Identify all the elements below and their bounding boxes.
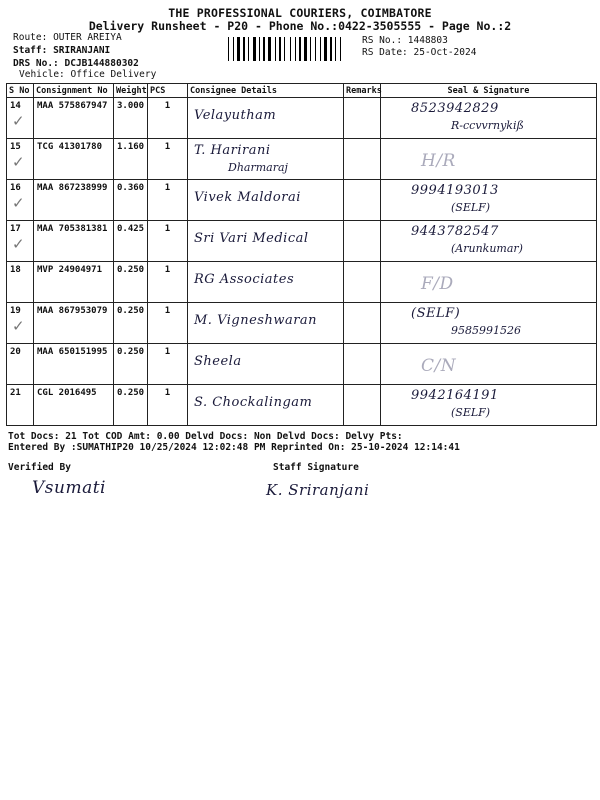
cell-consignment: TCG 41301780 [34, 139, 114, 180]
check-mark-icon: ✓ [12, 112, 25, 130]
cell-consignee [188, 139, 344, 180]
seal-handwriting: (SELF) [411, 306, 461, 321]
drs-line [13, 58, 139, 69]
cell-pcs: 1 [148, 262, 188, 303]
rs-date-label: RS Date: [362, 47, 408, 58]
cell-seal-signature [381, 221, 597, 262]
cell-pcs: 1 [148, 98, 188, 139]
cell-sno: 19 ✓ [7, 303, 34, 344]
cell-weight: 0.425 [114, 221, 148, 262]
cell-remarks [344, 98, 381, 139]
cell-consignee [188, 221, 344, 262]
col-seal: Seal & Signature [381, 84, 597, 98]
cell-weight: 0.250 [114, 303, 148, 344]
cell-weight: 3.000 [114, 98, 148, 139]
cell-weight: 0.250 [114, 344, 148, 385]
cell-remarks [344, 303, 381, 344]
vehicle-line [19, 69, 156, 80]
seal-handwriting-2: (SELF) [451, 201, 491, 214]
cell-sno: 16 ✓ [7, 180, 34, 221]
cell-weight: 0.360 [114, 180, 148, 221]
verified-signature: Vsumati [32, 478, 106, 498]
consignee-handwriting: S. Chockalingam [194, 395, 313, 410]
table-row [7, 385, 597, 426]
staff-signature-label: Staff Signature [273, 462, 359, 473]
cell-seal-signature [381, 139, 597, 180]
cell-weight: 0.250 [114, 262, 148, 303]
company-title: THE PROFESSIONAL COURIERS, COIMBATORE [168, 6, 432, 20]
check-mark-icon: ✓ [12, 317, 25, 335]
table-row [7, 98, 597, 139]
rs-date-line [362, 47, 476, 58]
runsheet-subtitle: Delivery Runsheet - P20 - Phone No.:0422-3505555 - Page No.:2 [88, 19, 512, 33]
consignee-handwriting: RG Associates [194, 272, 295, 287]
col-pcs: PCS [148, 84, 188, 98]
cell-pcs: 1 [148, 385, 188, 426]
cell-seal-signature [381, 180, 597, 221]
seal-handwriting: 8523942829 [411, 101, 499, 116]
cell-consignment: CGL 2016495 [34, 385, 114, 426]
col-remarks: Remarks [344, 84, 381, 98]
cell-remarks [344, 180, 381, 221]
drs-label: DRS No.: [13, 58, 59, 69]
cell-sno: 18 [7, 262, 34, 303]
rs-date-value: 25-Oct-2024 [413, 47, 477, 58]
cell-consignee [188, 262, 344, 303]
col-consignee: Consignee Details [188, 84, 344, 98]
seal-handwriting: 9443782547 [411, 224, 499, 239]
cell-consignee [188, 98, 344, 139]
table-row [7, 303, 597, 344]
check-mark-icon: ✓ [12, 235, 25, 253]
verified-by-label: Verified By [8, 462, 71, 473]
staff-signature: K. Sriranjani [266, 481, 370, 499]
consignee-handwriting: Vivek Maldorai [194, 190, 301, 205]
cell-pcs: 1 [148, 139, 188, 180]
table-row [7, 344, 597, 385]
cell-remarks [344, 262, 381, 303]
cell-sno: 21 [7, 385, 34, 426]
cell-seal-signature [381, 385, 597, 426]
cell-sno: 14 ✓ [7, 98, 34, 139]
cell-consignment: MAA 867238999 [34, 180, 114, 221]
seal-handwriting: 9942164191 [411, 388, 499, 403]
check-mark-icon: ✓ [12, 194, 25, 212]
consignee-handwriting: M. Vigneshwaran [194, 313, 318, 328]
table-row [7, 262, 597, 303]
staff-value: SRIRANJANI [53, 45, 111, 56]
seal-handwriting: C/N [421, 356, 457, 376]
route-label: Route: [13, 32, 48, 43]
table-row [7, 221, 597, 262]
cell-consignment: MAA 867953079 [34, 303, 114, 344]
cell-sno: 15 ✓ [7, 139, 34, 180]
route-value: OUTER AREIYA [53, 32, 122, 43]
cell-seal-signature [381, 303, 597, 344]
cell-sno: 20 [7, 344, 34, 385]
cell-remarks [344, 221, 381, 262]
cell-pcs: 1 [148, 221, 188, 262]
col-consignment: Consignment No [34, 84, 114, 98]
rs-no-line [362, 35, 448, 46]
seal-handwriting: F/D [421, 274, 454, 294]
consignee-handwriting: T. Harirani [194, 143, 271, 158]
vehicle-label: Vehicle: [19, 69, 65, 80]
entered-by: Entered By :SUMATHIP20 10/25/2024 12:02:48 PM Reprinted On: 25-10-2024 12:14:41 [8, 442, 460, 453]
seal-handwriting: H/R [421, 151, 456, 171]
seal-handwriting-2: 9585991526 [451, 324, 521, 337]
cell-weight: 1.160 [114, 139, 148, 180]
drs-value: DCJB144880302 [64, 58, 139, 69]
cell-sno: 17 ✓ [7, 221, 34, 262]
col-weight: Weight [114, 84, 148, 98]
cell-seal-signature [381, 344, 597, 385]
staff-line [13, 45, 110, 56]
totals-summary: Tot Docs: 21 Tot COD Amt: 0.00 Delvd Docs: Non Delvd Docs: Delvy Pts: [8, 431, 403, 442]
check-mark-icon: ✓ [12, 153, 25, 171]
staff-label: Staff: [13, 45, 48, 56]
consignee-handwriting: Velayutham [194, 108, 277, 123]
rs-no-value: 1448803 [407, 35, 448, 46]
cell-consignment: MAA 705381381 [34, 221, 114, 262]
cell-pcs: 1 [148, 344, 188, 385]
seal-handwriting-2: (SELF) [451, 406, 491, 419]
cell-consignment: MAA 650151995 [34, 344, 114, 385]
cell-consignment: MVP 24904971 [34, 262, 114, 303]
cell-consignee [188, 344, 344, 385]
cell-seal-signature [381, 98, 597, 139]
cell-remarks [344, 385, 381, 426]
cell-consignee [188, 385, 344, 426]
table-row [7, 180, 597, 221]
cell-pcs: 1 [148, 180, 188, 221]
consignee-handwriting: Sheela [194, 354, 242, 369]
route-line [13, 32, 122, 43]
cell-consignee [188, 303, 344, 344]
cell-remarks [344, 344, 381, 385]
rs-no-label: RS No.: [362, 35, 403, 46]
table-row [7, 139, 597, 180]
cell-weight: 0.250 [114, 385, 148, 426]
cell-pcs: 1 [148, 303, 188, 344]
runsheet-table [6, 83, 597, 426]
cell-remarks [344, 139, 381, 180]
vehicle-value: Office Delivery [70, 69, 157, 80]
barcode-image [228, 37, 356, 61]
cell-seal-signature [381, 262, 597, 303]
consignee-handwriting-2: Dharmaraj [228, 161, 288, 174]
cell-consignment: MAA 575867947 [34, 98, 114, 139]
seal-handwriting: 9994193013 [411, 183, 499, 198]
seal-handwriting-2: R-ccvvrnykiß [451, 119, 524, 132]
table-header-row [7, 84, 597, 98]
seal-handwriting-2: (Arunkumar) [451, 242, 523, 255]
consignee-handwriting: Sri Vari Medical [194, 231, 309, 246]
cell-consignee [188, 180, 344, 221]
col-sno: S No [7, 84, 34, 98]
